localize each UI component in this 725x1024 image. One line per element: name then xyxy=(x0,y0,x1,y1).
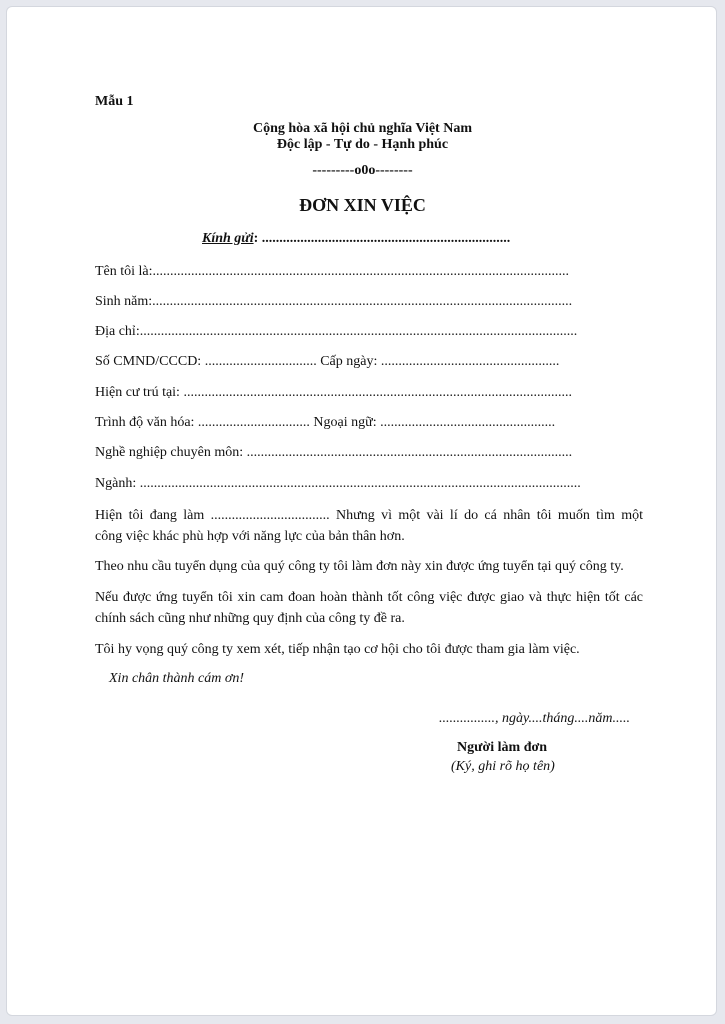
paragraph-hope: Tôi hy vọng quý công ty xem xét, tiếp nhận tạo cơ hội cho tôi được tham gia làm việc. xyxy=(95,642,580,657)
recipient-dots: : ....................................................................... xyxy=(253,231,511,246)
field-id-number: Số CMND/CCCD: ................................ Cấp ngày: ................................................... xyxy=(95,354,560,369)
document-page xyxy=(6,6,717,1016)
paragraph-current-job-line2: công việc khác phù hợp với năng lực của bản thân hơn. xyxy=(95,529,405,544)
recipient-label: Kính gửi xyxy=(202,231,254,246)
separator: ---------o0o-------- xyxy=(312,163,413,178)
signer-note: (Ký, ghi rõ họ tên) xyxy=(451,759,555,774)
paragraph-current-job-line1: Hiện tôi đang làm .................................. Nhưng vì một vài lí do cá nhân tôi muốn tìm một xyxy=(95,508,643,523)
field-profession: Nghề nghiệp chuyên môn: ............................................................................................. xyxy=(95,445,573,460)
field-birth-year: Sinh năm:........................................................................................................................ xyxy=(95,294,573,309)
field-education: Trình độ văn hóa: ................................ Ngoại ngữ: .................................................. xyxy=(95,415,556,430)
field-residence: Hiện cư trú tại: ............................................................................................................... xyxy=(95,385,572,400)
recipient-line xyxy=(202,231,510,247)
motto: Độc lập - Tự do - Hạnh phúc xyxy=(276,137,449,152)
paragraph-application: Theo nhu cầu tuyển dụng của quý công ty tôi làm đơn này xin được ứng tuyển tại quý công ty. xyxy=(95,559,624,574)
paragraph-commitment-line2: chính sách cũng như những quy định của công ty đề ra. xyxy=(95,611,405,626)
national-title: Cộng hòa xã hội chủ nghĩa Việt Nam xyxy=(253,121,472,136)
signer-label: Người làm đơn xyxy=(457,740,548,755)
paragraph-commitment-line1: Nếu được ứng tuyển tôi xin cam đoan hoàn thành tốt công việc được giao và thực hiện tốt các xyxy=(95,590,643,605)
date-line: ................, ngày....tháng....năm..... xyxy=(439,711,630,726)
document-title: ĐƠN XIN VIỆC xyxy=(299,195,426,215)
thanks: Xin chân thành cám ơn! xyxy=(109,671,245,686)
form-code: Mẫu 1 xyxy=(95,94,134,109)
field-name: Tên tôi là:....................................................................................................................... xyxy=(95,264,570,279)
field-industry: Ngành: .............................................................................................................................. xyxy=(95,476,581,491)
field-address: Địa chỉ:............................................................................................................................. xyxy=(95,324,578,339)
